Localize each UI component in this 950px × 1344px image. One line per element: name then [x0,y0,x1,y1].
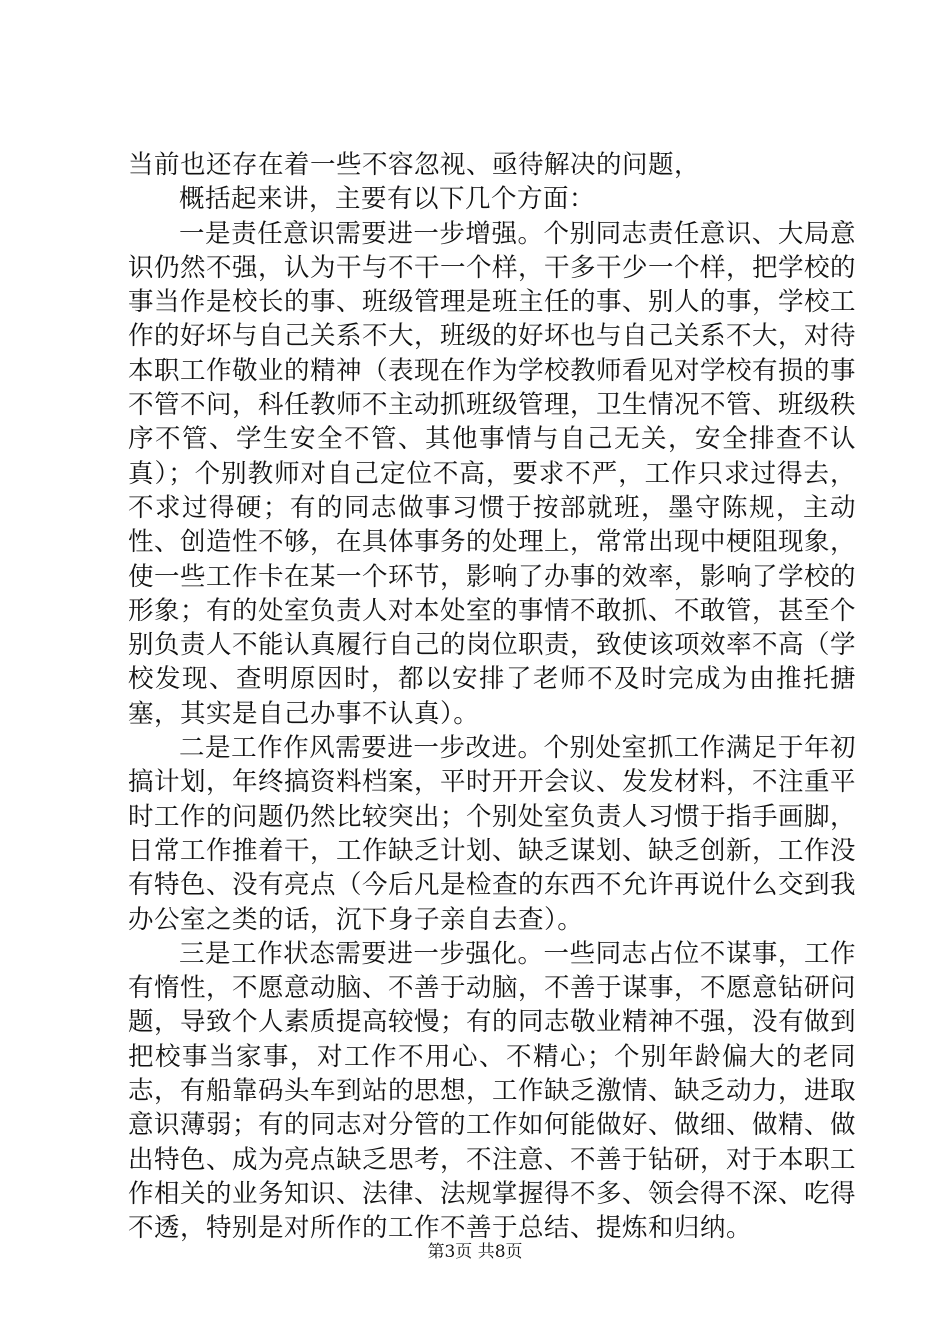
paragraph-work-state: 三是工作状态需要进一步强化。一些同志占位不谋事，工作有惰性，不愿意动脑、不善于动脑，不善于谋事，不愿意钻研问题，导致个人素质提高较慢；有的同志敬业精神不强，没有做到把校事当家事，对工作不用心、不精心；个别年龄偏大的老同志，有船靠码头车到站的思想，工作缺乏激情、缺乏动力，进取意识薄弱；有的同志对分管的工作如何能做好、做细、做精、做出特色、成为亮点缺乏思考，不注意、不善于钻研，对于本职工作相关的业务知识、法律、法规掌握得不多、领会得不深、吃得不透，特别是对所作的工作不善于总结、提炼和归纳。 [128,938,857,1244]
document-body [128,148,856,1246]
paragraph-work-style: 二是工作作风需要进一步改进。个别处室抓工作满足于年初搞计划，年终搞资料档案，平时开开会议、发发材料，不注重平时工作的问题仍然比较突出；个别处室负责人习惯于指手画脚，日常工作推着干，工作缺乏计划、缺乏谋划、缺乏创新，工作没有特色、没有亮点（今后凡是检查的东西不允许再说什么交到我办公室之类的话，沉下身子亲自去查）。 [128,733,857,935]
paragraph-responsibility: 一是责任意识需要进一步增强。个别同志责任意识、大局意识仍然不强，认为干与不干一个样，干多干少一个样，把学校的事当作是校长的事、班级管理是班主任的事、别人的事，学校工作的好坏与自己关系不大，班级的好坏也与自己关系不大，对待本职工作敬业的精神（表现在作为学校教师看见对学校有损的事不管不问，科任教师不主动抓班级管理，卫生情况不管、班级秩序不管、学生安全不管、其他事情与自己无关，安全排查不认真）；个别教师对自己定位不高，要求不严，工作只求过得去，不求过得硬；有的同志做事习惯于按部就班，墨守陈规，主动性、创造性不够，在具体事务的处理上，常常出现中梗阻现象，使一些工作卡在某一个环节，影响了办事的效率，影响了学校的形象；有的处室负责人对本处室的事情不敢抓、不敢管，甚至个别负责人不能认真履行自己的岗位职责，致使该项效率不高（学校发现、查明原因时，都以安排了老师不及时完成为由推托搪塞，其实是自己办事不认真）。 [128,218,857,729]
page-number-footer: 第3页 共8页 [427,1242,523,1262]
paragraph-continuation: 当前也还存在着一些不容忽视、亟待解决的问题， [128,150,701,180]
paragraph-summary: 概括起来讲，主要有以下几个方面： [179,184,596,215]
